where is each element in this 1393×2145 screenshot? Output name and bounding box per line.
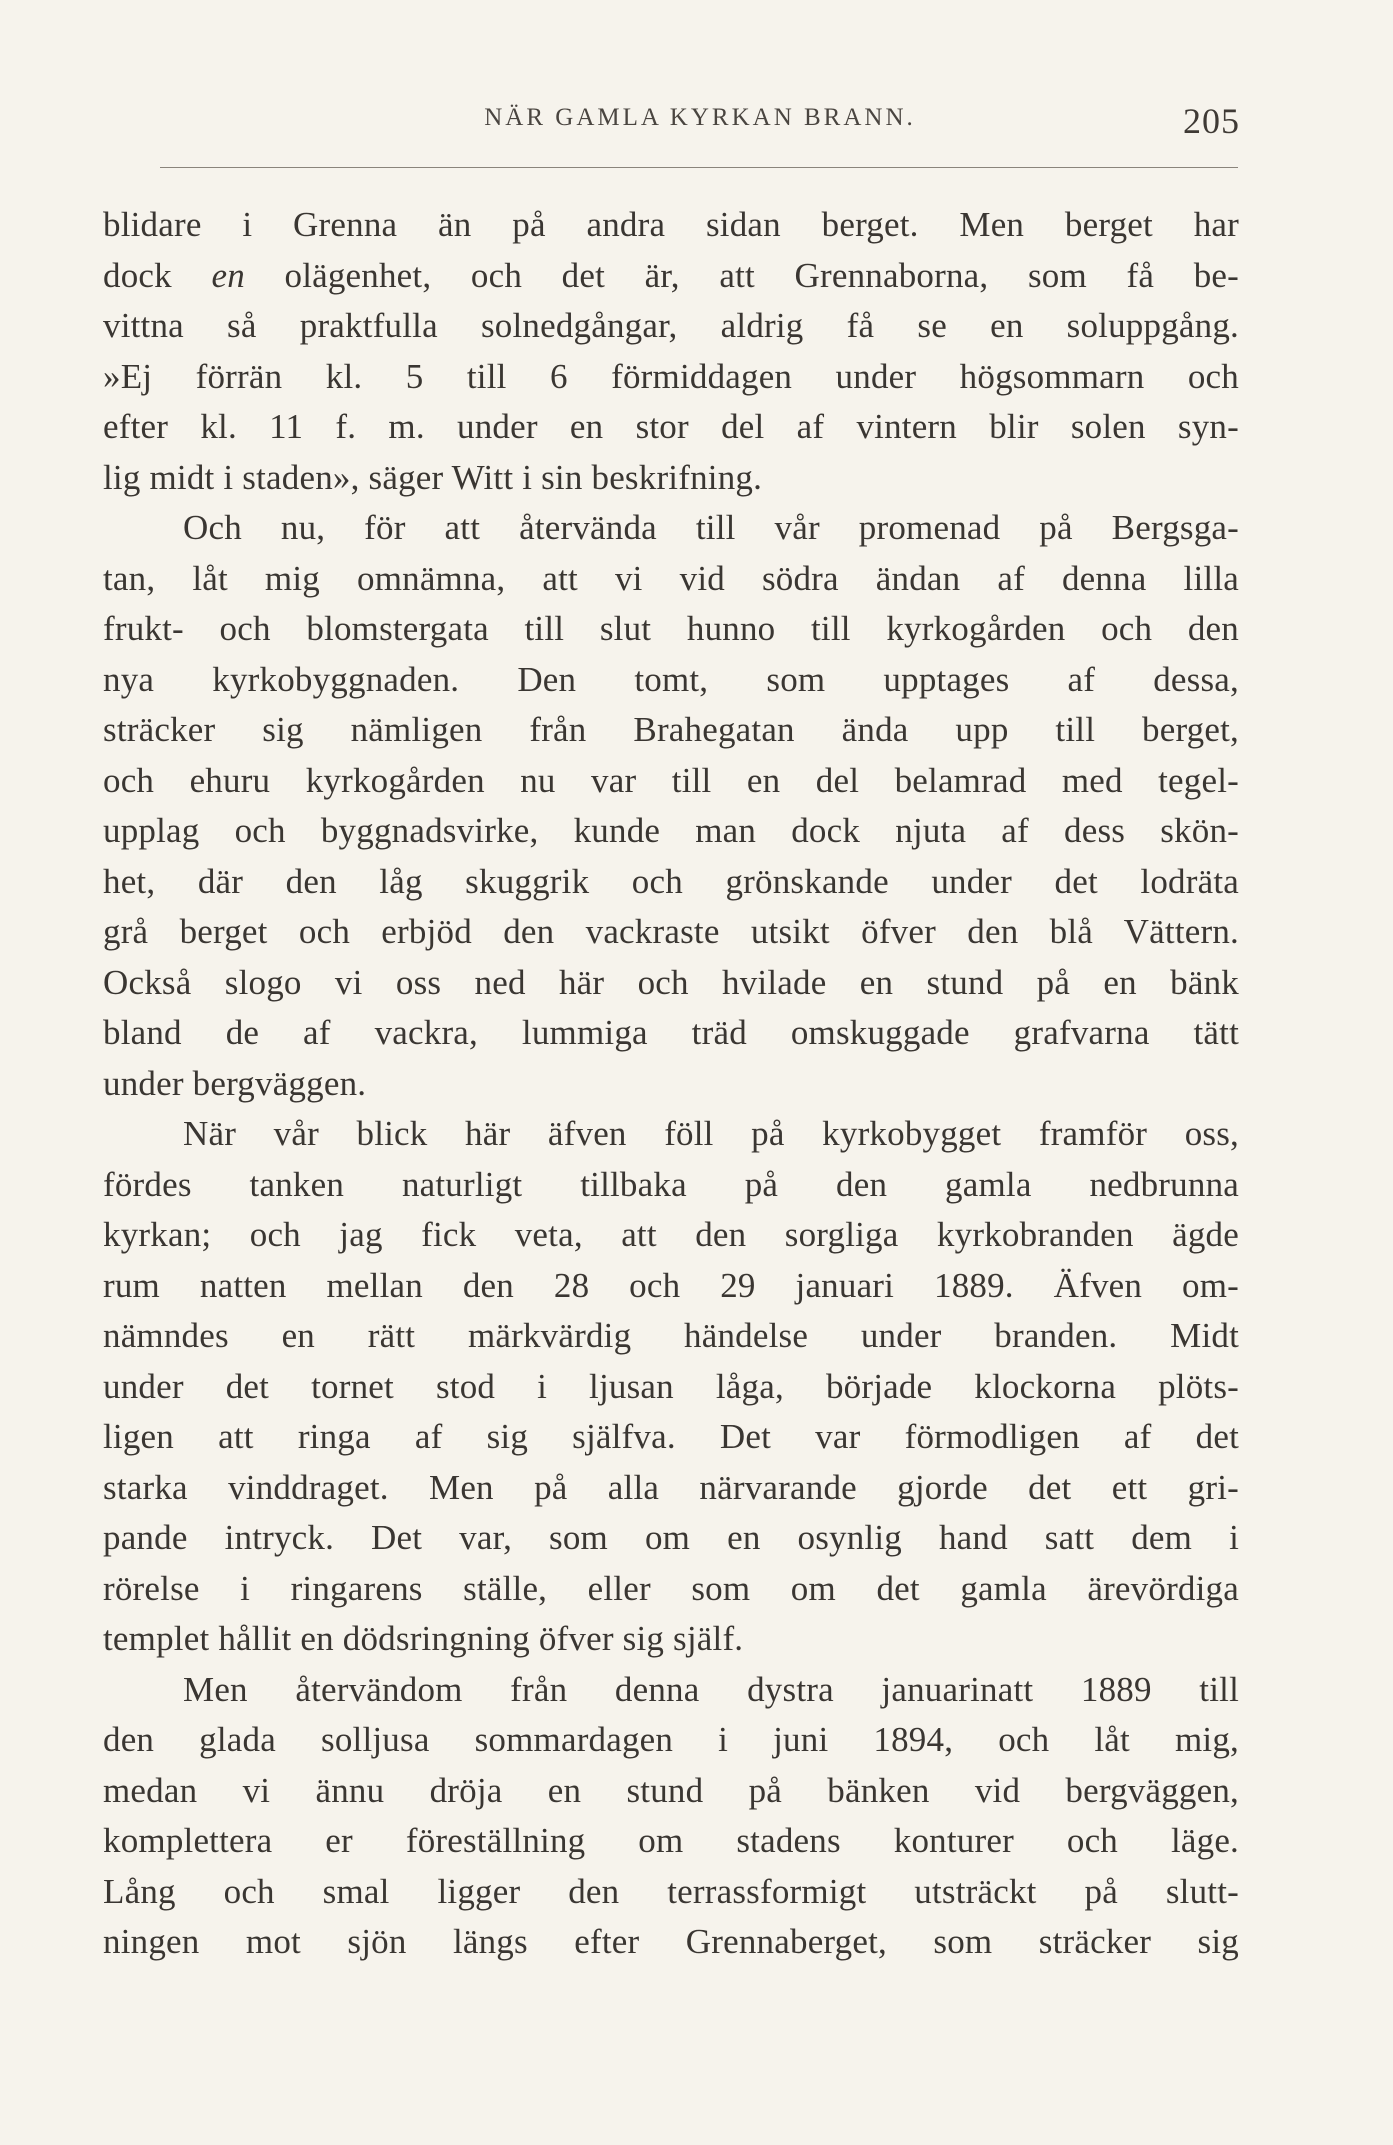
text-line: kyrkan; och jag fick veta, att den sorgliga kyrkobranden ägde (103, 1215, 1239, 1254)
text-line: lig midt i staden», säger Witt i sin beskrifning. (103, 457, 763, 497)
body-text (103, 200, 1239, 1968)
text-span: dock (103, 255, 212, 295)
text-line: grå berget och erbjöd den vackraste utsikt öfver den blå Vättern. (103, 912, 1239, 951)
text-line: När vår blick här äfven föll på kyrkobygget framför oss, (183, 1114, 1239, 1153)
page-header (160, 100, 1240, 160)
text-line: nämndes en rätt märkvärdig händelse under branden. Midt (103, 1316, 1239, 1355)
text-line: ningen mot sjön längs efter Grennaberget, som sträcker sig (103, 1922, 1239, 1961)
text-line: rum natten mellan den 28 och 29 januari 1889. Äfven om- (103, 1265, 1239, 1305)
text-line: pande intryck. Det var, som om en osynlig hand satt dem i (103, 1518, 1239, 1557)
text-line: Och nu, för att återvända till vår promenad på Bergsga- (183, 508, 1239, 547)
emphasis: en (211, 255, 245, 295)
text-line: vittna så praktfulla solnedgångar, aldrig få se en soluppgång. (103, 306, 1239, 345)
text-line: under det tornet stod i ljusan låga, började klockorna plöts- (103, 1366, 1239, 1406)
text-line: under bergväggen. (103, 1063, 367, 1103)
text-line: het, där den låg skuggrik och grönskande under det lodräta (103, 861, 1239, 901)
text-line: templet hållit en dödsringning öfver sig själf. (103, 1619, 744, 1658)
text-line: Också slogo vi oss ned här och hvilade en stund på en bänk (103, 962, 1239, 1002)
text-line: ligen att ringa af sig själfva. Det var förmodligen af det (103, 1417, 1239, 1456)
page-number: 205 (1183, 101, 1240, 141)
text-line: den glada solljusa sommardagen i juni 1894, och låt mig, (103, 1720, 1239, 1759)
text-line: bland de af vackra, lummiga träd omskuggade grafvarna tätt (103, 1013, 1239, 1052)
text-line: blidare i Grenna än på andra sidan berget. Men berget har (103, 205, 1239, 244)
text-line: starka vinddraget. Men på alla närvarande gjorde det ett gri- (103, 1467, 1239, 1507)
text-line (103, 251, 1239, 302)
text-line: nya kyrkobyggnaden. Den tomt, som upptages af dessa, (103, 659, 1239, 699)
text-line: efter kl. 11 f. m. under en stor del af vintern blir solen syn- (103, 407, 1239, 446)
text-line: rörelse i ringarens ställe, eller som om det gamla ärevördiga (103, 1568, 1239, 1608)
text-line: sträcker sig nämligen från Brahegatan ända upp till berget, (103, 710, 1239, 749)
text-line: Lång och smal ligger den terrassformigt utsträckt på slutt- (103, 1871, 1239, 1911)
text-line: och ehuru kyrkogården nu var till en del belamrad med tegel- (103, 760, 1239, 800)
text-line: Men återvändom från denna dystra januarinatt 1889 till (183, 1669, 1239, 1709)
text-line: upplag och byggnadsvirke, kunde man dock njuta af dess skön- (103, 811, 1239, 850)
text-line: tan, låt mig omnämna, att vi vid södra ändan af denna lilla (103, 558, 1239, 598)
text-line: komplettera er föreställning om stadens konturer och läge. (103, 1821, 1239, 1860)
text-line: »Ej förrän kl. 5 till 6 förmiddagen under högsommarn och (103, 356, 1239, 396)
text-line: frukt- och blomstergata till slut hunno till kyrkogården och den (103, 609, 1239, 648)
running-title: NÄR GAMLA KYRKAN BRANN. (484, 104, 916, 131)
header-rule (160, 167, 1238, 168)
text-span: olägenhet, och det är, att Grennaborna, som få be- (244, 255, 1240, 295)
text-line: medan vi ännu dröja en stund på bänken vid bergväggen, (103, 1770, 1239, 1810)
text-line: fördes tanken naturligt tillbaka på den gamla nedbrunna (103, 1164, 1239, 1204)
